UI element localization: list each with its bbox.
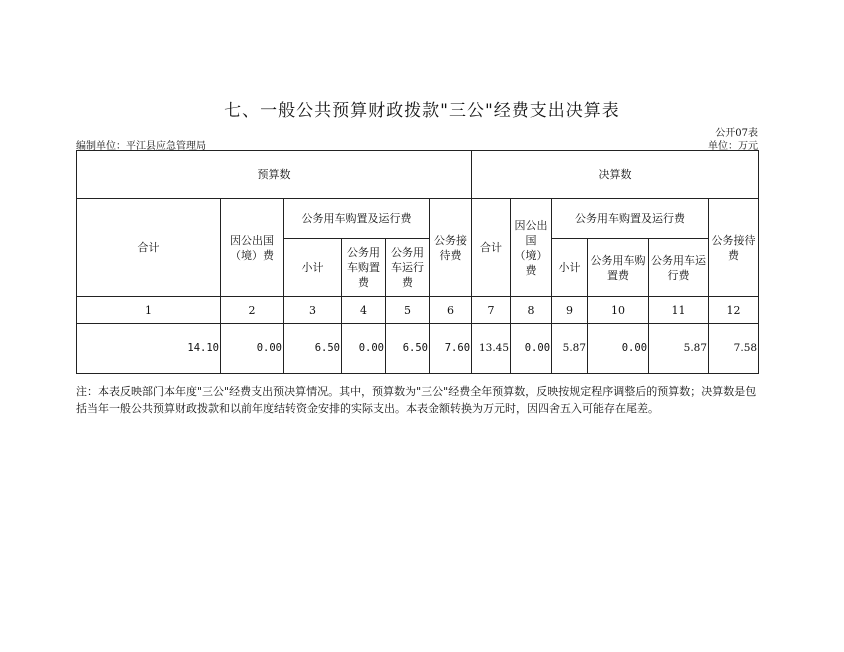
- table-note: 注：本表反映部门本年度"三公"经费支出预决算情况。其中，预算数为"三公"经费全年预算数，反映按规定程序调整后的预算数；决算数是包括当年一般公共预算财政拨款和以前年度结转资金安排的实际支出。本表金额转换为万元时，因四舍五入可能存在尾差。: [76, 385, 757, 415]
- final-total-header: 合计: [472, 199, 511, 297]
- currency-unit-label: 单位：万元: [708, 141, 758, 152]
- col-number: 9: [552, 297, 588, 324]
- final-reception-value: 7.58: [709, 324, 759, 374]
- final-car-purchase-header: 公务用车购置费: [588, 239, 649, 297]
- budget-car-run-header: 公务用车运行费: [386, 239, 430, 297]
- final-reception-header: 公务接待费: [709, 199, 759, 297]
- final-car-run-value: 5.87: [649, 324, 709, 374]
- col-number: 1: [77, 297, 221, 324]
- final-total-value: 13.45: [472, 324, 511, 374]
- budget-car-subtotal-value: 6.50: [284, 324, 342, 374]
- budget-abroad-header: 因公出国（境）费: [221, 199, 284, 297]
- budget-car-purchase-value: 0.00: [342, 324, 386, 374]
- page-title: 七、一般公共预算财政拨款"三公"经费支出决算表: [224, 101, 620, 121]
- final-abroad-header: 因公出国（境）费: [511, 199, 552, 297]
- budget-header: 预算数: [77, 151, 472, 199]
- final-car-group-header: 公务用车购置及运行费: [552, 199, 709, 239]
- budget-reception-header: 公务接待费: [430, 199, 472, 297]
- budget-reception-value: 7.60: [430, 324, 472, 374]
- final-subtotal-header: 小计: [552, 239, 588, 297]
- col-number: 12: [709, 297, 759, 324]
- col-number: 3: [284, 297, 342, 324]
- budget-car-group-header: 公务用车购置及运行费: [284, 199, 430, 239]
- budget-car-purchase-header: 公务用车购置费: [342, 239, 386, 297]
- budget-total-header: 合计: [77, 199, 221, 297]
- final-car-purchase-value: 0.00: [588, 324, 649, 374]
- final-abroad-value: 0.00: [511, 324, 552, 374]
- organization-label: 编制单位：平江县应急管理局: [76, 141, 206, 152]
- col-number: 11: [649, 297, 709, 324]
- final-car-subtotal-value: 5.87: [552, 324, 588, 374]
- col-number: 5: [386, 297, 430, 324]
- col-number: 2: [221, 297, 284, 324]
- budget-total-value: 14.10: [77, 324, 221, 374]
- three-public-expenses-table: [76, 150, 759, 374]
- form-number: 公开07表: [715, 128, 758, 139]
- col-number: 6: [430, 297, 472, 324]
- col-number: 7: [472, 297, 511, 324]
- col-number: 10: [588, 297, 649, 324]
- final-header: 决算数: [472, 151, 759, 199]
- budget-subtotal-header: 小计: [284, 239, 342, 297]
- final-car-run-header: 公务用车运行费: [649, 239, 709, 297]
- col-number: 8: [511, 297, 552, 324]
- budget-abroad-value: 0.00: [221, 324, 284, 374]
- col-number: 4: [342, 297, 386, 324]
- budget-car-run-value: 6.50: [386, 324, 430, 374]
